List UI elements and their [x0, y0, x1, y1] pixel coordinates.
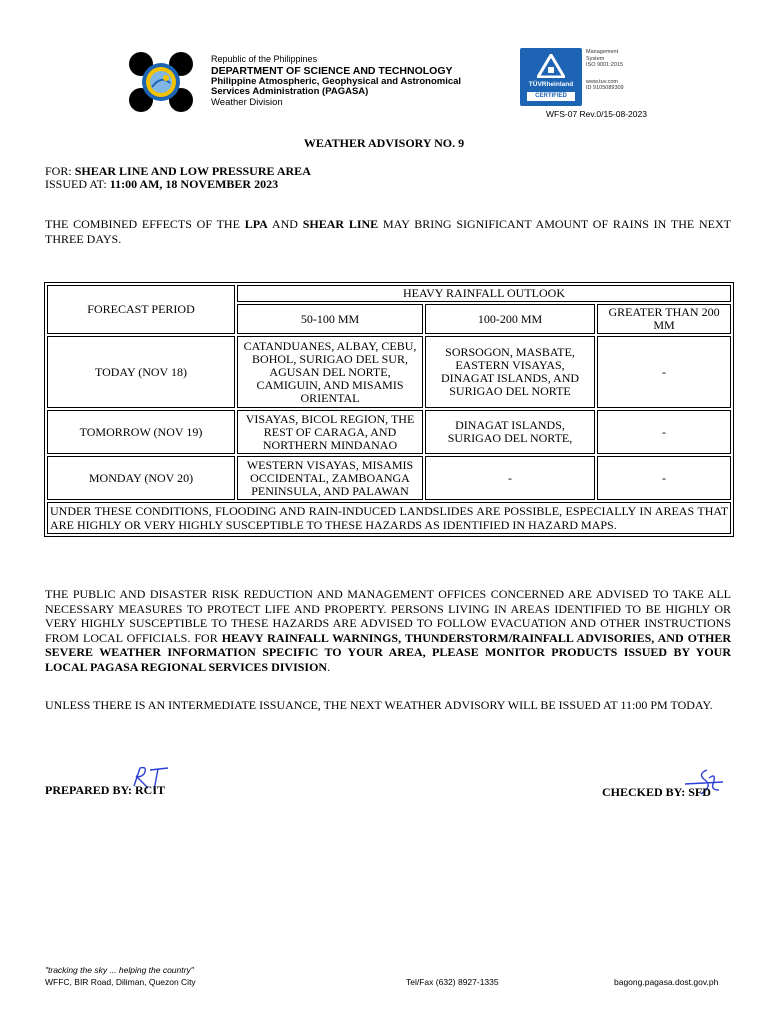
rain-gt-200-cell: -	[597, 336, 731, 408]
tuv-certified-badge	[520, 48, 582, 106]
rain-50-100-cell: VISAYAS, BICOL REGION, THE REST OF CARAGA, AND NORTHERN MINDANAO	[237, 410, 423, 454]
advice-text: THE PUBLIC AND DISASTER RISK REDUCTION AND MANAGEMENT OFFICES CONCERNED ARE ADVISED TO TAKE ALL NECESSARY MEASURES TO PROTECT LIFE AND PROPERTY. PERSONS LIVING IN AREAS IDENTIFIED TO BE HIGHLY OR VERY HIGHLY SUSCEPTIBLE TO THESE HAZARDS ARE ADVISED TO FOLLOW EVACUATION AND OTHER INSTRUCTIONS FROM LOCAL OFFICIALS. FOR	[45, 587, 731, 645]
form-code: WFS-07 Rev.0/15-08-2023	[546, 109, 647, 119]
iso-certification	[520, 48, 642, 106]
tuv-triangle-icon	[537, 54, 565, 78]
agency-header	[211, 54, 461, 108]
for-value: SHEAR LINE AND LOW PRESSURE AREA	[74, 164, 311, 178]
rainfall-outlook-table	[44, 282, 732, 537]
prepared-by: PREPARED BY: RCIT	[45, 783, 166, 797]
footer-telfax: Tel/Fax (632) 8927-1335	[406, 977, 499, 987]
cert-line: www.tuv.com	[586, 78, 618, 85]
period-cell: TOMORROW (NOV 19)	[47, 410, 235, 454]
table-row	[47, 336, 731, 408]
advisory-title: WEATHER ADVISORY NO. 9	[303, 136, 465, 150]
footer-website: bagong.pagasa.dost.gov.ph	[614, 977, 719, 987]
agency-name-line2: Services Administration (PAGASA)	[211, 86, 369, 97]
issued-label: ISSUED AT:	[45, 177, 110, 191]
rain-50-100-cell: WESTERN VISAYAS, MISAMIS OCCIDENTAL, ZAMBOANGA PENINSULA, AND PALAWAN	[237, 456, 423, 500]
rain-100-200-cell: DINAGAT ISLANDS, SURIGAO DEL NORTE,	[425, 410, 595, 454]
rain-gt-200-cell: -	[597, 456, 731, 500]
heavy-rainfall-outlook-header: HEAVY RAINFALL OUTLOOK	[237, 285, 731, 302]
hazard-notes: UNDER THESE CONDITIONS, FLOODING AND RAIN-INDUCED LANDSLIDES ARE POSSIBLE, ESPECIALLY IN AREAS THAT ARE HIGHLY OR VERY HIGHLY SUSCEPTIBLE TO THESE HAZARDS AS IDENTIFIED IN HAZARD MAPS.	[47, 502, 731, 534]
for-label: FOR:	[45, 164, 75, 178]
rain-100-200-cell: SORSOGON, MASBATE, EASTERN VISAYAS, DINAGAT ISLANDS, AND SURIGAO DEL NORTE	[425, 336, 595, 408]
intro-text: THE COMBINED EFFECTS OF THE	[45, 217, 245, 231]
advice-text: .	[327, 659, 331, 674]
division-name: Weather Division	[211, 96, 283, 108]
intro-paragraph	[45, 217, 731, 246]
cert-line: ID 9105089309	[586, 85, 624, 91]
dost-logo-icon	[128, 51, 194, 113]
col-header-gt-200: GREATER THAN 200 MM	[597, 304, 731, 334]
issued-value: 11:00 AM, 18 NOVEMBER 2023	[109, 177, 279, 191]
forecast-period-header: FORECAST PERIOD	[47, 285, 235, 334]
footer-tagline: "tracking the sky ... helping the country"	[45, 965, 194, 975]
checked-by: CHECKED BY: SFD	[602, 785, 711, 799]
rain-100-200-cell: -	[425, 456, 595, 500]
intro-text: AND	[267, 217, 303, 231]
cert-line: System	[586, 55, 605, 62]
table-row	[47, 410, 731, 454]
advice-bold-text: HEAVY RAINFALL WARNINGS, THUNDERSTORM/RAINFALL ADVISORIES, AND OTHER SEVERE WEATHER INFORMATION SPECIFIC TO YOUR AREA, PLEASE MONITOR PRODUCTS ISSUED BY YOUR LOCAL PAGASA REGIONAL SERVICES DIVISION	[45, 630, 732, 674]
next-issuance-paragraph: UNLESS THERE IS AN INTERMEDIATE ISSUANCE, THE NEXT WEATHER ADVISORY WILL BE ISSUED AT 11:00 PM TODAY.	[45, 698, 713, 712]
tuv-brand: TÜVRheinland	[528, 81, 574, 88]
department-name: DEPARTMENT OF SCIENCE AND TECHNOLOGY	[211, 64, 453, 77]
republic-label: Republic of the Philippines	[211, 54, 318, 64]
cert-line: ISO 9001:2015	[586, 62, 624, 68]
intro-text: MAY BRING SIGNIFICANT AMOUNT OF RAINS IN THE NEXT THREE DAYS.	[45, 217, 732, 246]
footer-address: WFFC, BIR Road, Diliman, Quezon City	[45, 977, 196, 987]
issued-line	[45, 177, 278, 192]
cert-line: Management	[586, 49, 619, 55]
certified-label: CERTIFIED	[527, 92, 575, 101]
table-row	[47, 502, 731, 534]
table-row	[47, 456, 731, 500]
rain-gt-200-cell: -	[597, 410, 731, 454]
period-cell: MONDAY (NOV 20)	[47, 456, 235, 500]
period-cell: TODAY (NOV 18)	[47, 336, 235, 408]
col-header-100-200: 100-200 MM	[425, 304, 595, 334]
cert-details	[586, 49, 642, 92]
intro-lpa: LPA	[244, 217, 268, 231]
advice-paragraph	[45, 587, 731, 674]
rain-50-100-cell: CATANDUANES, ALBAY, CEBU, BOHOL, SURIGAO DEL SUR, AGUSAN DEL NORTE, CAMIGUIN, AND MISAMIS ORIENTAL	[237, 336, 423, 408]
intro-shear-line: SHEAR LINE	[302, 217, 379, 231]
agency-name-line1: Philippine Atmospheric, Geophysical and Astronomical	[211, 75, 462, 87]
col-header-50-100: 50-100 MM	[237, 304, 423, 334]
